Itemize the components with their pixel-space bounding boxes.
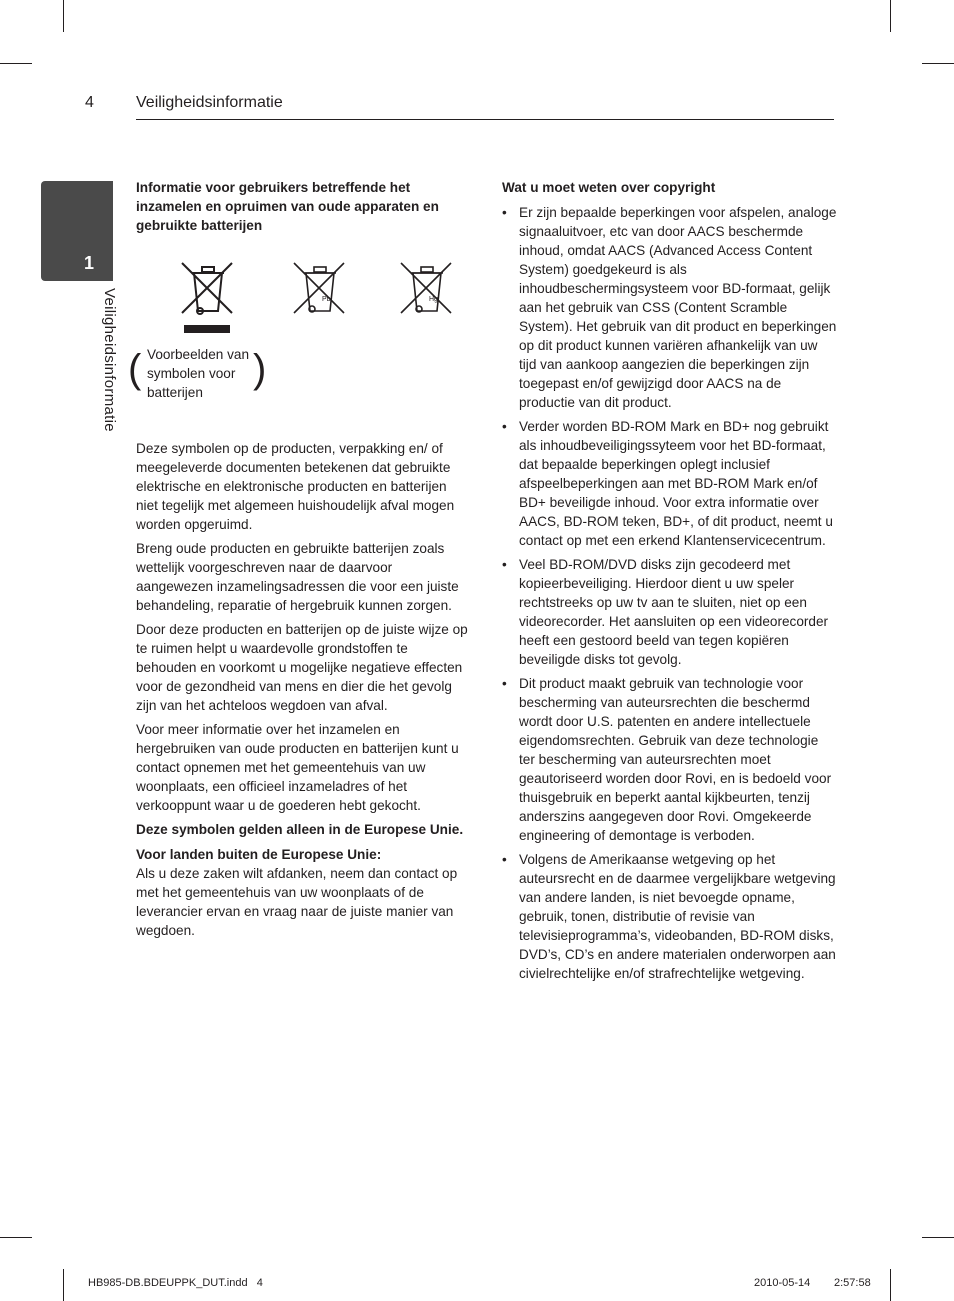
footer-date: 2010-05-14 (754, 1277, 811, 1289)
paragraph: Voor meer informatie over het inzamelen en hergebruiken van oude producten en batterijen kunt u contact opnemen met het gemeentehuis van uw woonplaats, een officieel inzameladres of het verkooppunt waar u de goederen hebt gekocht. (136, 722, 459, 813)
footer-time: 2:57:58 (834, 1277, 871, 1289)
bullet: • (502, 852, 507, 867)
list-item-text: Dit product maakt gebruik van technologie voor bescherming van auteursrechten die beschermd wordt door U.S. patenten en andere intellectuele eigendomsrechten. Gebruik van deze technologie ter bescherming van auteursrechten moet geautoriseerd worden door Rovi, en is bedoeld voor thuisgebruik en beperkt aantal kijkbeurten, tenzij anderszins aangegeven door Rovi. Omgekeerde engineering of demontage is verboden. (519, 676, 832, 843)
paragraph: Breng oude producten en gebruikte batterijen zoals wettelijk voorgeschreven naar de daarvoor aangewezen inzamelingsadressen die voor een juiste behandeling, reparatie of hergebruik kunnen zorgen. (136, 541, 459, 613)
crop-mark (922, 1237, 954, 1238)
left-column (128, 178, 471, 940)
non-eu-heading: Voor landen buiten de Europese Unie: (136, 847, 382, 862)
non-eu-text: Als u deze zaken wilt afdanken, neem dan contact op met het gemeentehuis van uw woonplaats of de leverancier ervan en vraag naar de juiste manier van wegdoen. (136, 866, 458, 938)
crop-mark (0, 63, 32, 64)
crop-mark (922, 63, 954, 64)
list-item-text: Er zijn bepaalde beperkingen voor afspelen, analoge signaaluitvoer, etc van door AACS beschermde inhoud, omdat AACS (Advanced Access Content System) goedgekeurd is als inhoudbeschermingsysteem voor BD-formaat, gelijk aan het gebruik van CSS (Content Scramble System). Het gebruik van dit product en beperkingen op dit product kunnen variëren afhankelijk van uw tijd van aankoop aangezien die beperkingen zijn toegepast en/of gewijzigd door AACS na de productie van dit product. (519, 205, 837, 410)
crossed-out-bin-icon (180, 259, 236, 337)
copyright-heading: Wat u moet weten over copyright (502, 180, 716, 195)
list-item-text: Volgens de Amerikaanse wetgeving op het auteursrecht en de daarmee vergelijkbare wetgeving van andere landen, is niet bevoegde opname, gebruik, tonen, distributie of revisie van televisieprogramma’s, videobanden, BD-ROM disks, DVD’s, CD’s en andere materialen onderworpen aan civielrechtelijke en/of strafrechtelijke wetgeving. (519, 852, 836, 981)
list-item-text: Veel BD-ROM/DVD disks zijn gecodeerd met kopieerbeveiliging. Hierdoor dient u uw speler rechtstreeks op uw tv aan te sluiten, niet op een videorecorder. Het aansluiten op een videorecorder heeft een gestoord beeld van tegen kopiëren beveiligde disks tot gevolg. (519, 557, 829, 667)
list-item (502, 417, 837, 550)
footer-filename: HB985-DB.BDEUPPK_DUT.indd 4 (88, 1277, 263, 1289)
bullet: • (502, 205, 507, 220)
paragraph: Door deze producten en batterijen op de juiste wijze op te ruimen helpt u waardevolle grondstoffen te behouden en voorkomt u mogelijke negatieve effecten voor de gezondheid van mens en dier die het gevolg zijn van het achteloos wegdoen van afval. (136, 622, 468, 713)
header-rule (136, 119, 834, 120)
crop-mark (890, 1269, 891, 1301)
chapter-number: 1 (84, 253, 95, 273)
bullet: • (502, 557, 507, 572)
battery-symbols (128, 259, 471, 439)
right-parenthesis: ) (253, 347, 267, 391)
list-item (502, 555, 837, 669)
paragraph: Deze symbolen op de producten, verpakking en/ of meegeleverde documenten betekenen dat gebruikte elektrische en elektronische producten en batterijen niet tegelijk met algemeen huishoudelijk afval mogen worden opgeruimd. (136, 441, 455, 532)
bullet: • (502, 676, 507, 691)
crop-mark (0, 1237, 32, 1238)
svg-text:Hg: Hg (429, 296, 438, 303)
list-item (502, 850, 837, 983)
bullet: • (502, 419, 507, 434)
eu-note: Deze symbolen gelden alleen in de Europese Unie. (136, 822, 464, 837)
non-eu-block (136, 845, 471, 940)
list-item (502, 674, 837, 845)
crossed-out-bin-pb-icon (292, 259, 348, 317)
right-column (502, 178, 837, 988)
page-number: 4 (85, 94, 94, 111)
section-title: Veiligheidsinformatie (136, 94, 283, 111)
left-parenthesis: ( (128, 347, 142, 391)
caption-text: Voorbeelden van symbolen voor batterijen (147, 347, 250, 400)
crop-mark (63, 0, 64, 32)
list-item (502, 203, 837, 412)
crop-mark (63, 1269, 64, 1301)
symbols-caption (128, 345, 271, 405)
chapter-label: Veiligheidsinformatie (101, 288, 118, 432)
chapter-tab (41, 181, 113, 281)
disposal-heading: Informatie voor gebruikers betreffende het inzamelen en opruimen van oude apparaten en gebruikte batterijen (136, 180, 439, 233)
copyright-list (502, 203, 837, 983)
crossed-out-bin-hg-icon (399, 259, 455, 317)
crop-mark (890, 0, 891, 32)
list-item-text: Verder worden BD-ROM Mark en BD+ nog gebruikt als inhoudbeveiligingssyteem voor het BD-formaat, dat bepaalde beperkingen oplegt inclusief afspeelbeperkingen aan met BD-ROM Mark en/of BD+ beveiligde inhoud. Voor extra informatie over AACS, BD-ROM teken, BD+, of dit product, neemt u contact op met een erkend Klantenservicecentrum. (519, 419, 833, 548)
svg-text:Pb: Pb (322, 296, 331, 303)
